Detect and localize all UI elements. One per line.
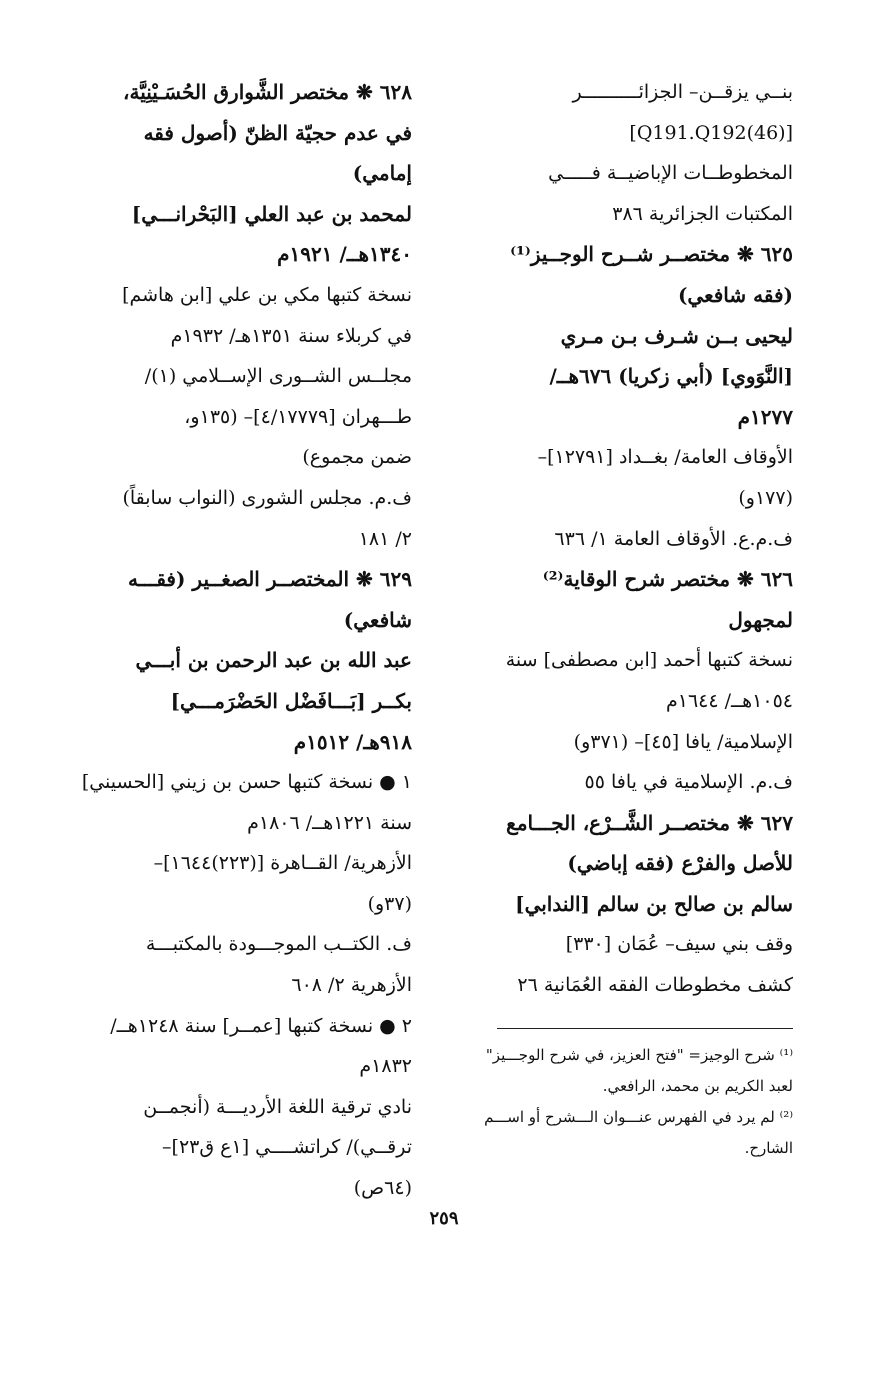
left-column-line: في كربلاء سنة ١٣٥١هـ/ ١٩٣٢م	[170, 324, 412, 347]
right-column-line: ليحيى بــن شـرف بـن مـري	[560, 323, 793, 348]
left-column-line: طـــهران [٤/١٧٧٧٩]– (١٣٥و،	[184, 405, 412, 428]
right-column-line: كشف مخطوطات الفقه العُمَانية ٢٦	[517, 974, 793, 997]
left-column-line: نسخة كتبها مكي بن علي [ابن هاشم]	[122, 283, 412, 306]
right-column-line: نسخة كتبها أحمد [ابن مصطفى] سنة	[505, 649, 793, 672]
left-column-line: ٢/ ١٨١	[358, 527, 412, 550]
right-column-line: ٦٢٧ ❋ مختصــر الشَّــرْع، الجـــامع	[506, 810, 793, 835]
left-column-line: الأزهرية/ القــاهرة [(٢٢٣)١٦٤٤]–	[153, 852, 412, 875]
footnote-line: ⁽²⁾ لم يرد في الفهرس عنـــوان الـــشرح أو اســـم	[484, 1108, 793, 1126]
left-column-line: ف.م. مجلس الشورى (النواب سابقاً)	[122, 486, 412, 509]
footnote-separator	[497, 1028, 793, 1029]
right-column-line: [(46)Q191.Q192]	[629, 121, 793, 144]
left-column-line: ١٨٣٢م	[359, 1055, 412, 1078]
left-column-line: عبد الله بن عبد الرحمن بن أبـــي	[135, 648, 412, 673]
left-column-line: مجلــس الشــورى الإســلامي (١)/	[144, 365, 412, 388]
right-column-line: لمجهول	[728, 607, 793, 632]
left-column-line: (٦٤ص)	[353, 1177, 412, 1200]
right-column-line: (١٧٧و)	[738, 486, 793, 509]
left-column-line: ٩١٨هـ/ ١٥١٢م	[293, 729, 412, 754]
right-column	[448, 72, 793, 1006]
left-column-line: إمامي)	[352, 161, 412, 186]
right-column-line: ف.م. الإسلامية في يافا ٥٥	[584, 771, 793, 794]
left-column-line: الأزهرية ٢/ ٦٠٨	[291, 974, 412, 997]
page-number: ٢٥٩	[429, 1208, 459, 1229]
left-column-line: ضمن مجموع)	[302, 446, 412, 469]
footnote-line: ⁽¹⁾ شرح الوجيز= "فتح العزيز، في شرح الوجـــيز"	[485, 1046, 793, 1064]
left-column-line: شافعي)	[343, 607, 412, 632]
left-column-line: ١ ● نسخة كتبها حسن بن زيني [الحسيني]	[81, 771, 412, 794]
left-column-line: بكــر [بَـــافَضْل الحَضْرَمـــي]	[170, 688, 412, 713]
right-column-line: ف.م.ع. الأوقاف العامة ١/ ٦٣٦	[554, 527, 793, 550]
left-column-line: نادي ترقية اللغة الأرديـــة (أنجمــن	[143, 1095, 412, 1118]
left-column-line: ٦٢٩ ❋ المختصــر الصغــير (فقـــه	[128, 567, 412, 592]
right-column-line: بنــي يزقــن– الجزائــــــــــر	[572, 81, 793, 103]
footnote-line: لعبد الكريم بن محمد، الرافعي.	[602, 1077, 793, 1095]
right-column-line: المكتبات الجزائرية ٣٨٦	[612, 202, 793, 225]
left-column-line: ٢ ● نسخة كتبها [عمــر] سنة ١٢٤٨هــ/	[110, 1014, 412, 1037]
right-column-line: ٦٢٦ ❋ مختصر شرح الوقاية⁽²⁾	[542, 567, 793, 592]
right-column-line: ٦٢٥ ❋ مختصــر شــرح الوجــيز⁽¹⁾	[510, 242, 793, 267]
right-column-line: المخطوطــات الإباضيــة فـــــي	[548, 162, 793, 185]
left-column-line: ١٣٤٠هــ/ ١٩٢١م	[277, 242, 412, 267]
left-column-line: في عدم حجيّة الظنّ (أصول فقه	[143, 120, 412, 145]
left-column	[70, 72, 412, 1209]
footnotes	[448, 1040, 793, 1164]
footnote-line: الشارح.	[744, 1139, 793, 1157]
right-column-line: [النَّوَوي] (أبي زكريا) ٦٧٦هــ/	[549, 364, 793, 389]
left-column-line: لمحمد بن عبد العلي [البَحْرانـــي]	[131, 201, 412, 226]
right-column-line: ١٠٥٤هــ/ ١٦٤٤م	[665, 689, 793, 712]
right-column-line: الإسلامية/ يافا [٤٥]– (٣٧١و)	[573, 730, 793, 753]
right-column-line: الأوقاف العامة/ بغــداد [١٢٧٩١]–	[537, 446, 793, 469]
right-column-line: وقف بني سيف– عُمَان [٣٣٠]	[565, 933, 793, 956]
left-column-line: ف. الكتــب الموجـــودة بالمكتبـــة	[145, 933, 412, 956]
left-column-line: ترقــي)/ كراتشــــي [١ع ق٢٣]–	[162, 1136, 412, 1159]
right-column-line: للأصل والفرْع (فقه إباضي)	[567, 851, 793, 876]
left-column-line: سنة ١٢٢١هــ/ ١٨٠٦م	[247, 811, 412, 834]
right-column-line: سالم بن صالح بن سالم [الندابي]	[515, 891, 793, 916]
left-column-line: (٣٧و)	[367, 892, 412, 915]
right-column-line: (فقه شافعي)	[677, 282, 793, 307]
right-column-line: ١٢٧٧م	[737, 404, 793, 429]
left-column-line: ٦٢٨ ❋ مختصر الشَّوارق الحُسَـيْنِيَّة،	[123, 80, 412, 104]
